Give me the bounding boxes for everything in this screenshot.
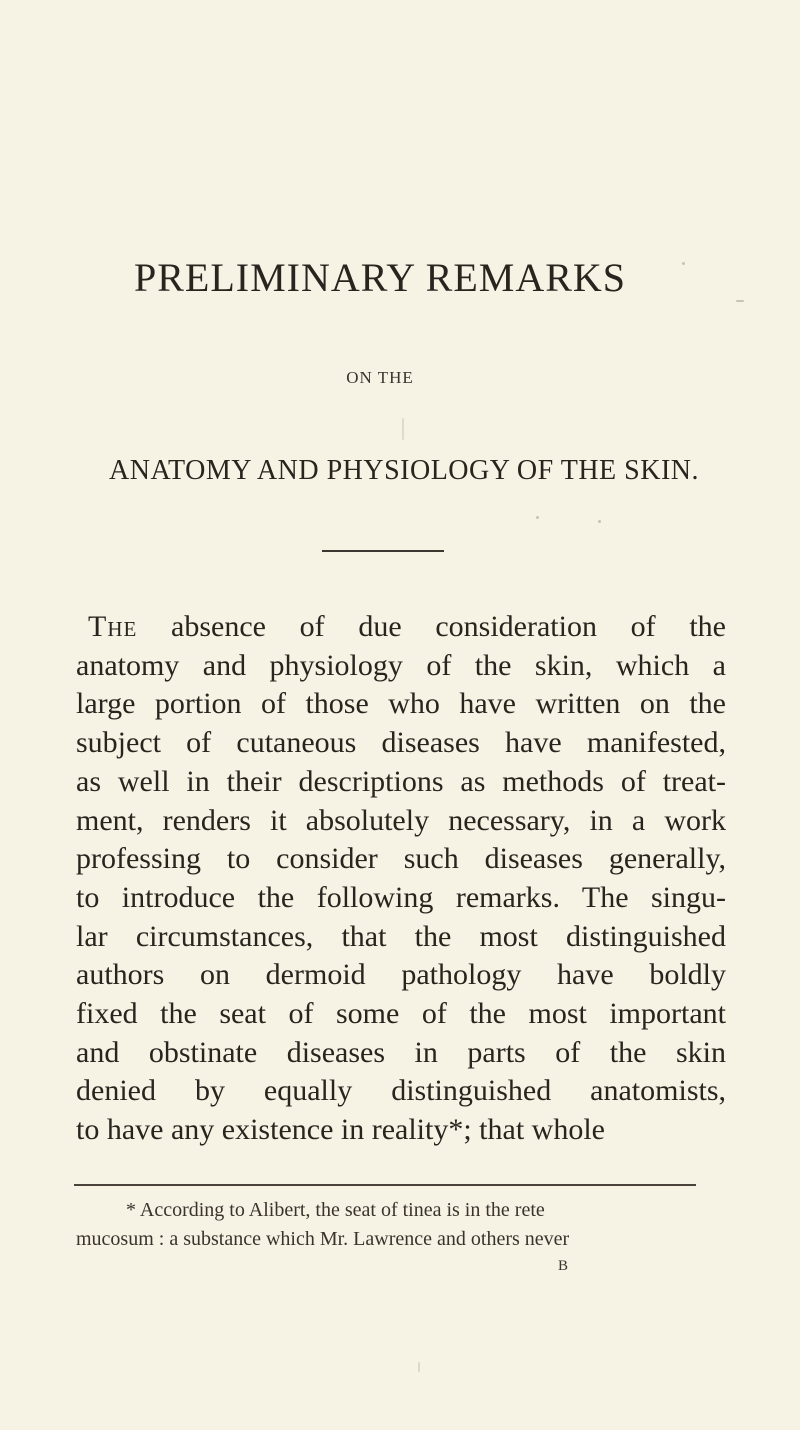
paper-speck: [682, 262, 685, 265]
body-line: professing to consider such diseases generally,: [76, 842, 726, 876]
body-line: to introduce the following remarks. The singu-: [76, 880, 726, 914]
paper-speck: [598, 520, 601, 523]
footnote-line: mucosum : a substance which Mr. Lawrence and others never: [76, 1228, 570, 1250]
body-line: anatomy and physiology of the skin, which a: [76, 648, 726, 682]
paper-speck: [418, 1362, 420, 1372]
body-line: denied by equally distinguished anatomists,: [76, 1074, 726, 1108]
body-line: large portion of those who have written on the: [76, 687, 726, 721]
body-paragraph: [76, 608, 726, 1150]
page-subtitle: ANATOMY AND PHYSIOLOGY OF THE SKIN.: [109, 455, 699, 486]
paper-speck: [402, 418, 404, 440]
body-line: ment, renders it absolutely necessary, in a work: [76, 803, 726, 837]
body-line: [76, 608, 726, 647]
body-line: to have any existence in reality*; that whole: [76, 1113, 605, 1147]
footnote-line: * According to Alibert, the seat of tinea is in the rete: [126, 1199, 545, 1221]
paper-speck: [536, 516, 539, 519]
title-connector: ON THE: [346, 368, 414, 387]
page-title: PRELIMINARY REMARKS: [133, 255, 627, 300]
body-line: fixed the seat of some of the most important: [76, 997, 726, 1031]
signature-mark: B: [558, 1258, 569, 1274]
paper-speck: [736, 300, 744, 302]
body-line: lar circumstances, that the most distinguished: [76, 919, 726, 953]
footnote-divider: [74, 1184, 696, 1186]
body-line-text: absence of due consideration of the: [137, 610, 726, 643]
body-line: as well in their descriptions as methods of treat-: [76, 764, 726, 798]
body-line: and obstinate diseases in parts of the skin: [76, 1035, 726, 1069]
opening-word: The: [88, 610, 138, 643]
body-line: subject of cutaneous diseases have manifested,: [76, 726, 726, 760]
body-line: authors on dermoid pathology have boldly: [76, 958, 726, 992]
footnote: [76, 1196, 730, 1254]
heading-divider: [322, 550, 444, 552]
